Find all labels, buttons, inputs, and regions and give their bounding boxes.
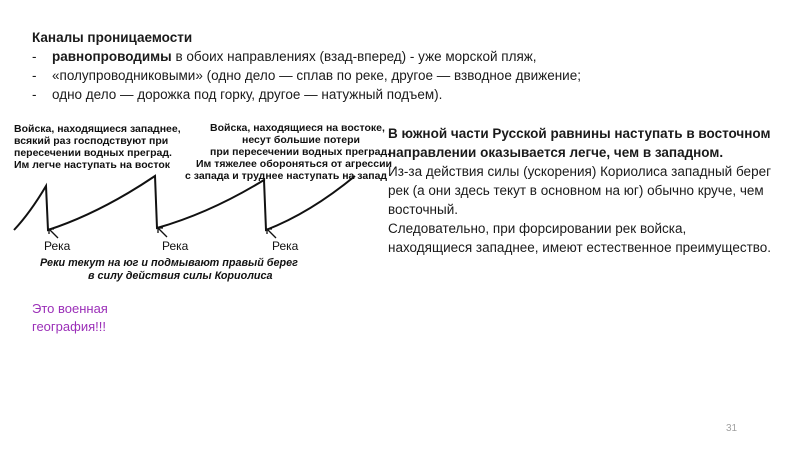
right-caption-line: Им тяжелее обороняться от агрессии — [196, 158, 392, 170]
explanation-block — [388, 124, 773, 257]
list-item — [32, 85, 772, 104]
explanation-paragraph: Из-за действия силы (ускорения) Кориолиса западный берег рек (а они здесь текут в основном на юг) обычно круче, чем восточный. — [388, 164, 772, 217]
left-caption-line: всякий раз господствуют при — [14, 135, 169, 147]
river-arrow — [267, 229, 276, 238]
list-item-rest: одно дело — дорожка под горку, другое — натужный подъем). — [52, 87, 443, 102]
list-item-text — [52, 47, 537, 66]
heading-block — [32, 28, 772, 104]
list-item — [32, 47, 772, 66]
diagram-svg — [10, 118, 392, 294]
bottom-caption-line: в силу действия силы Кориолиса — [88, 270, 273, 282]
left-caption-line: Войска, находящиеся западнее, — [14, 123, 181, 135]
list-item-rest: «полупроводниковыми» (одно дело — сплав по реке, другое — взводное движение; — [52, 68, 581, 83]
explanation-paragraph: Следовательно, при форсировании рек войска, находящиеся западнее, имеют естественное преимущество. — [388, 221, 772, 255]
bullet-dash: - — [32, 68, 37, 83]
river-bank-diagram — [10, 118, 392, 294]
bullet-dash: - — [32, 87, 37, 102]
left-caption-line: пересечении водных преград. — [14, 147, 172, 159]
explanation-lead: В южной части Русской равнины наступать в восточном направлении оказывается легче, чем в западном. — [388, 126, 771, 160]
page-number: 31 — [726, 423, 738, 434]
right-caption-line: несут большие потери — [242, 134, 360, 146]
heading-title: Каналы проницаемости — [32, 30, 193, 45]
left-caption-line: Им легче наступать на восток — [14, 159, 170, 171]
list-item-bold: равнопроводимы — [52, 49, 172, 64]
right-caption-line: Войска, находящиеся на востоке, — [210, 122, 385, 134]
river-arrow — [49, 229, 58, 238]
river-label: Река — [44, 239, 71, 253]
right-caption-line: с запада и труднее наступать на запад — [185, 170, 388, 182]
right-caption-line: при пересечении водных преград. — [210, 146, 391, 158]
river-label: Река — [272, 239, 299, 253]
terrain-profile — [14, 176, 355, 230]
bottom-caption-line: Реки текут на юг и подмывают правый берег — [40, 257, 298, 269]
river-arrow — [158, 228, 167, 237]
military-geography-note: Это военная география!!! — [32, 301, 108, 334]
list-item — [32, 66, 772, 85]
list-item-rest: в обоих направлениях (взад-вперед) - уже морской пляж, — [171, 49, 537, 64]
river-label: Река — [162, 239, 189, 253]
bullet-dash: - — [32, 49, 37, 64]
